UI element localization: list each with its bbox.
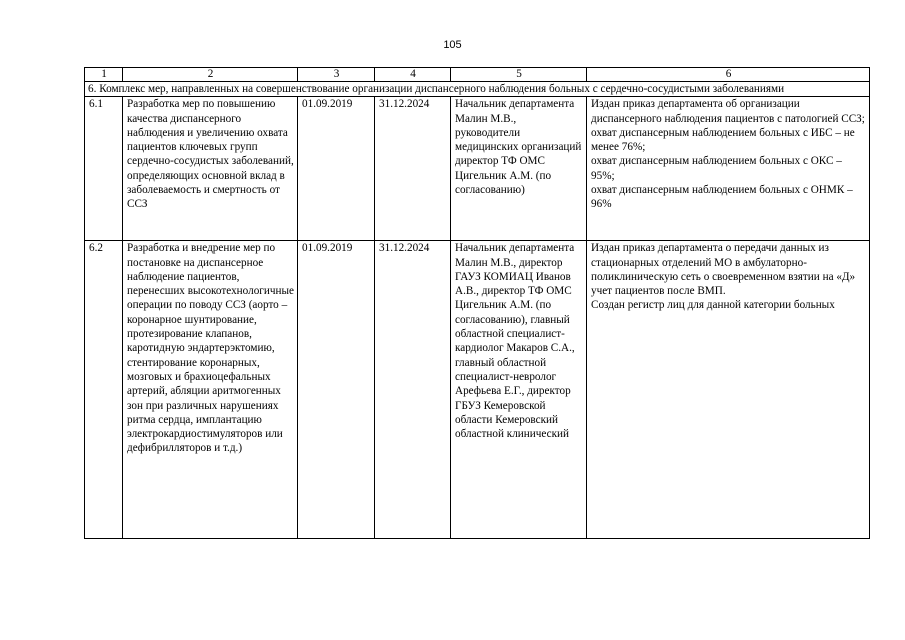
column-number-1: 1 <box>85 68 123 82</box>
row-number: 6.1 <box>85 97 123 241</box>
responsible-text: Начальник департамента Малин М.В., директор ГАУЗ КОМИАЦ Иванов А.В., директор ТФ ОМС Цигельник А.М. (по согласованию), главный областной специалист-кардиолог Макаров С.А., главный областной специалист-невролог Арефьева Е.Г., директор ГБУЗ Кемеровской области Кемеровский областной клинический <box>455 242 575 441</box>
section-title: 6. Комплекс мер, направленных на совершенствование организации диспансерного наблюдения больных с сердечно-сосудистыми заболеваниями <box>85 82 870 97</box>
measure-cell <box>123 241 298 539</box>
measures-table <box>84 67 870 539</box>
column-number-6: 6 <box>587 68 870 82</box>
result-cell <box>587 241 870 539</box>
start-date: 01.09.2019 <box>298 97 375 241</box>
start-date: 01.09.2019 <box>298 241 375 539</box>
responsible-text: Начальник департамента Малин М.В., руководители медицинских организаций директор ТФ ОМС Цигельник А.М. (по согласованию) <box>455 98 582 197</box>
table-row <box>85 241 870 539</box>
end-date: 31.12.2024 <box>375 241 451 539</box>
table-row <box>85 97 870 241</box>
measure-text: Разработка и внедрение мер по постановке на диспансерное наблюдение пациентов, перенесших высокотехнологичные операции по поводу ССЗ (аорто – коронарное шунтирование, протезирование клапанов, каротидную эндартерэктомию, стентирование коронарных, мозговых и брахиоцефальных артерий, абляции аритмогенных зон при различных нарушениях ритма сердца, имплантацию электрокардиостимуляторов или дефибрилляторов и т.д.) <box>127 242 294 455</box>
column-number-row <box>85 68 870 82</box>
responsible-cell <box>451 241 587 539</box>
column-number-2: 2 <box>123 68 298 82</box>
measure-cell <box>123 97 298 241</box>
result-text: Издан приказ департамента об организации диспансерного наблюдения пациентов с патологией ССЗ; охват диспансерным наблюдением больных с ИБС – не менее 76%; охват диспансерным наблюдением больных с ОКС – 95%; охват диспансерным наблюдением больных с ОНМК – 96% <box>591 98 865 211</box>
result-cell <box>587 97 870 241</box>
result-text: Издан приказ департамента о передачи данных из стационарных отделений МО в амбулаторно-поликлиническую сеть о своевременном взятии на «Д» учет пациентов после ВМП. Создан регистр лиц для данной категории больных <box>591 242 856 312</box>
end-date: 31.12.2024 <box>375 97 451 241</box>
column-number-5: 5 <box>451 68 587 82</box>
section-row <box>85 82 870 97</box>
page-number: 105 <box>443 39 462 51</box>
row-number: 6.2 <box>85 241 123 539</box>
responsible-cell <box>451 97 587 241</box>
measure-text: Разработка мер по повышению качества диспансерного наблюдения и увеличению охвата пациентов ключевых групп сердечно-сосудистых заболеваний, определяющих основной вклад в заболеваемость и смертность от ССЗ <box>127 98 294 211</box>
column-number-4: 4 <box>375 68 451 82</box>
column-number-3: 3 <box>298 68 375 82</box>
